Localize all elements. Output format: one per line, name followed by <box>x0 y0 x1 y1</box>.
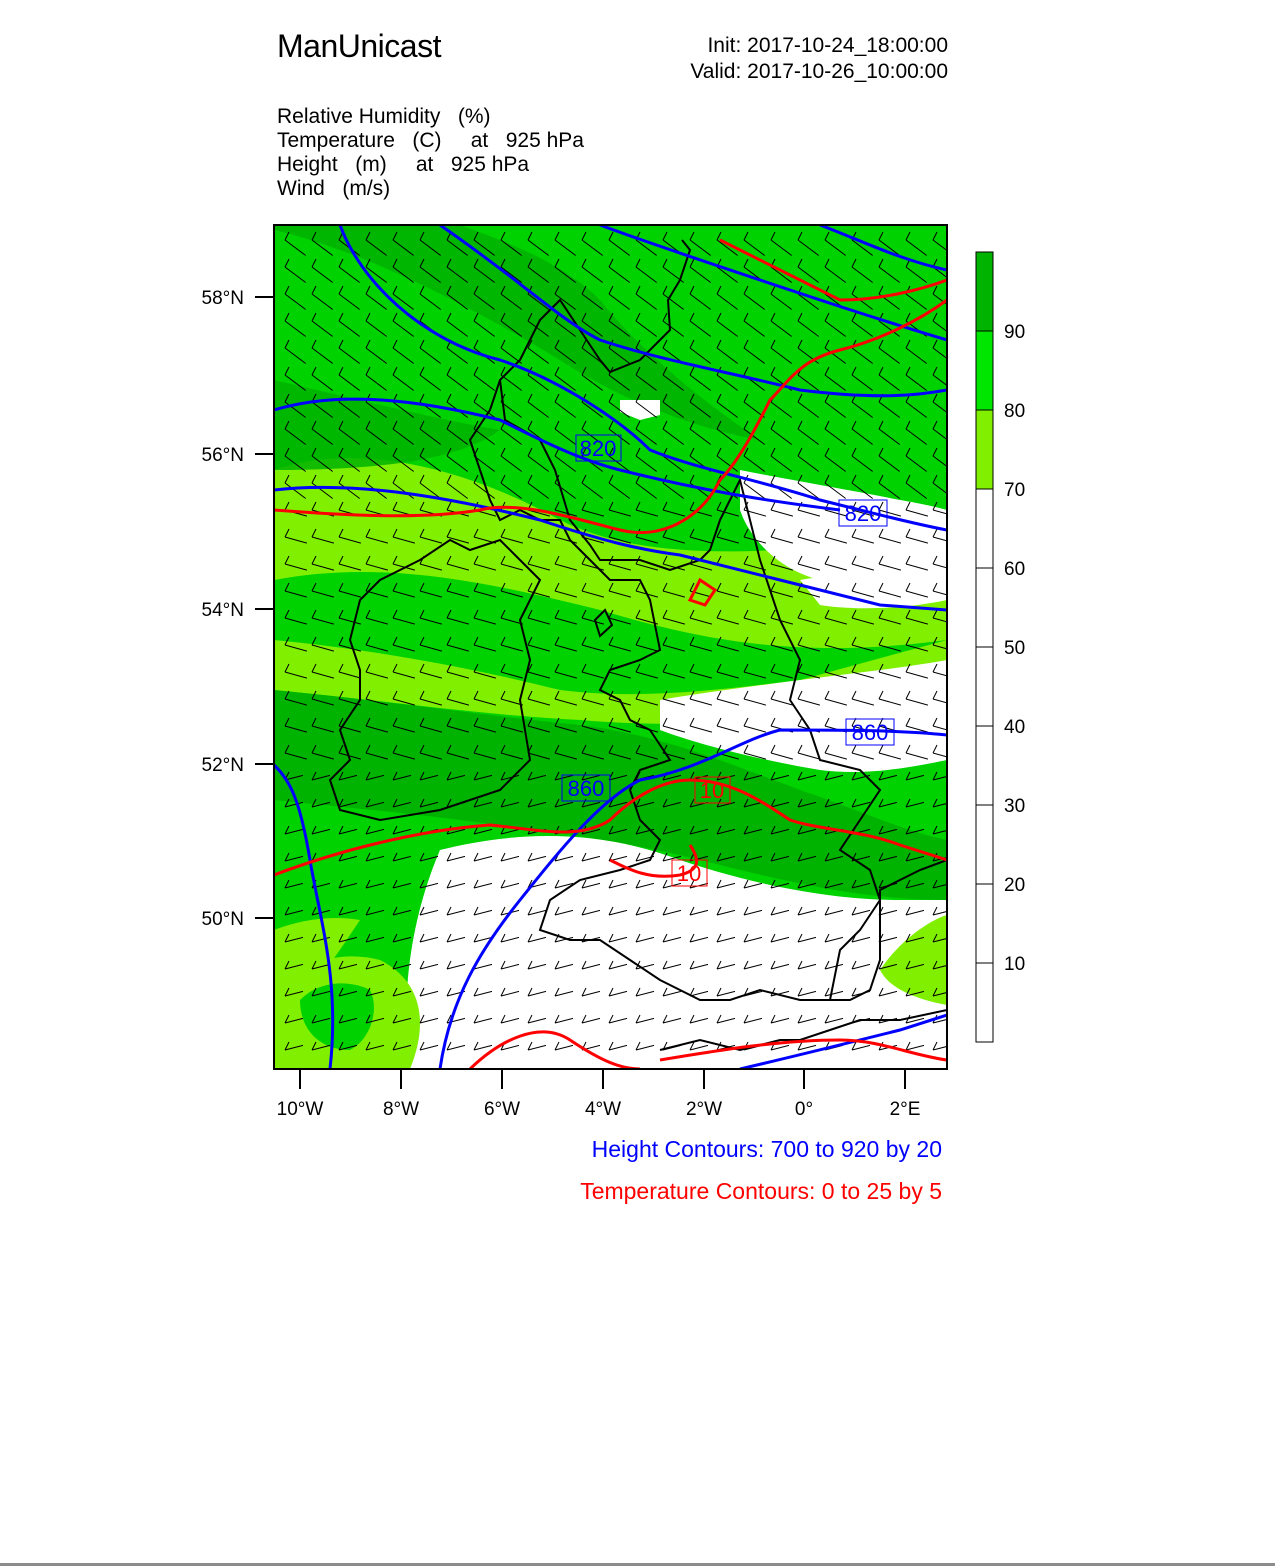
colorbar-label: 60 <box>1004 559 1026 580</box>
height-label-860-east: 860 <box>851 720 889 745</box>
colorbar-label: 20 <box>1004 875 1026 896</box>
colorbar-box <box>976 410 993 489</box>
colorbar-label: 30 <box>1004 796 1026 817</box>
colorbar-box <box>976 805 993 884</box>
colorbar-label: 90 <box>1004 322 1026 343</box>
lon-label-0: 0° <box>794 1099 814 1120</box>
lat-label-54n: 54°N <box>201 600 244 621</box>
lat-label-50n: 50°N <box>201 909 244 930</box>
colorbar-box <box>976 489 993 568</box>
height-label-820-east: 820 <box>844 501 882 526</box>
lon-label-4w: 4°W <box>584 1099 622 1120</box>
colorbar-box <box>976 963 993 1042</box>
lat-label-58n: 58°N <box>201 288 244 309</box>
colorbar-box <box>976 568 993 647</box>
colorbar-label: 40 <box>1004 717 1026 738</box>
colorbar-box <box>976 726 993 805</box>
field-relative-humidity: Relative Humidity (%) <box>277 105 491 128</box>
latitude-axis <box>202 288 274 930</box>
temperature-contour-legend: Temperature Contours: 0 to 25 by 5 <box>580 1178 942 1204</box>
field-height: Height (m) at 925 hPa <box>277 153 530 176</box>
humidity-colorbar <box>976 252 1025 1042</box>
temperature-label-10-b: 10 <box>676 861 702 886</box>
field-wind: Wind (m/s) <box>277 177 391 200</box>
valid-time: Valid: 2017-10-26_10:00:00 <box>690 60 948 83</box>
height-contour-legend: Height Contours: 700 to 920 by 20 <box>591 1136 942 1162</box>
colorbar-label: 80 <box>1004 401 1026 422</box>
colorbar-label: 10 <box>1004 954 1026 975</box>
height-label-820-north: 820 <box>579 436 617 461</box>
temperature-label-10-a: 10 <box>699 778 725 803</box>
lon-label-10w: 10°W <box>276 1099 324 1120</box>
lon-label-6w: 6°W <box>483 1099 521 1120</box>
lon-label-2e: 2°E <box>889 1099 921 1120</box>
colorbar-box <box>976 252 993 331</box>
colorbar-label: 70 <box>1004 480 1026 501</box>
init-time: Init: 2017-10-24_18:00:00 <box>707 34 948 57</box>
lon-label-2w: 2°W <box>685 1099 723 1120</box>
lat-label-56n: 56°N <box>201 445 244 466</box>
field-temperature: Temperature (C) at 925 hPa <box>277 129 584 152</box>
colorbar-box <box>976 884 993 963</box>
map-title: ManUnicast <box>277 28 441 64</box>
lat-label-52n: 52°N <box>201 755 244 776</box>
longitude-axis <box>277 1069 921 1120</box>
colorbar-box <box>976 647 993 726</box>
colorbar-box <box>976 331 993 410</box>
height-label-860-west: 860 <box>567 776 605 801</box>
lon-label-8w: 8°W <box>382 1099 420 1120</box>
colorbar-label: 50 <box>1004 638 1026 659</box>
